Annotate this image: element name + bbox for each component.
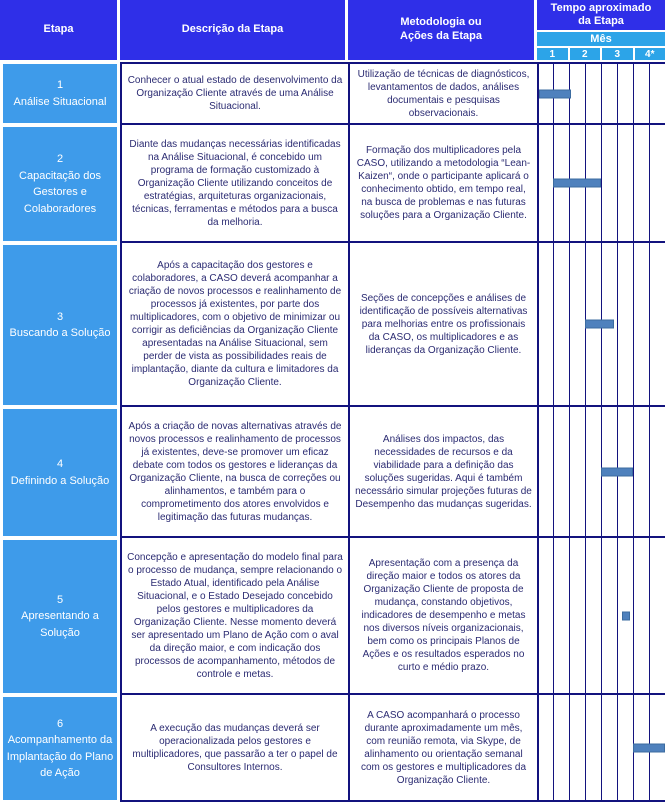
table-row-5 bbox=[0, 538, 665, 695]
methodology-cell: A CASO acompanhará o processo durante aproximadamente um mês, com reunião remota, via Skype, de alinhamento ou orientação semanal com os gestores e multiplicadores da Organização Cliente. bbox=[348, 695, 537, 802]
month-cell-2: 2 bbox=[570, 48, 601, 60]
stage-cell bbox=[3, 64, 117, 123]
gantt-timeline-cell bbox=[537, 125, 665, 243]
header-cell-etapa: Etapa bbox=[0, 0, 117, 60]
gantt-timeline-cell bbox=[537, 695, 665, 802]
stage-name: Apresentando a Solução bbox=[21, 610, 99, 639]
gantt-bar bbox=[633, 743, 665, 752]
description-cell: Conhecer o atual estado de desenvolvimento da Organização Cliente através de uma Análise Situacional. bbox=[120, 62, 348, 125]
table-row-4 bbox=[0, 407, 665, 538]
description-cell: Diante das mudanças necessárias identificadas na Análise Situacional, é concebido um programa de formação customizado à Organização Cliente utilizando conceitos de estratégias, arquiteturas organizacionais, técnicas, ferramentas e métodos para a busca da melhoria. bbox=[120, 125, 348, 243]
gantt-timeline-cell bbox=[537, 243, 665, 407]
description-cell: Concepção e apresentação do modelo final para o processo de mudança, sempre relacionando o Estado Atual, identificado pela Análise Situacional, e o Estado Desejado concebido pelos gestores e multiplicadores da Organização Cliente. Nesse momento deverá ser apresentado um Plano de Ação com o aval da direção maior, e com indicação dos processos de acompanhamento, métodos de controle e metas. bbox=[120, 538, 348, 695]
methodology-cell: Formação dos multiplicadores pela CASO, utilizando a metodologia “Lean-Kaizen“, onde o participante aplicará o conhecimento obtido, em tempo real, na busca de problemas e nas futuras soluções para a Organização Cliente. bbox=[348, 125, 537, 243]
stage-cell bbox=[3, 697, 117, 800]
stage-number: 3 bbox=[56, 310, 64, 323]
header-cell-metodologia bbox=[348, 0, 534, 60]
stage-cell bbox=[3, 245, 117, 405]
gantt-bar bbox=[622, 611, 630, 620]
gantt-bar bbox=[585, 320, 614, 329]
tempo-title-line1: Tempo aproximado bbox=[550, 1, 652, 14]
stage-cell bbox=[3, 540, 117, 693]
tempo-title bbox=[537, 0, 665, 30]
mes-band: Mês bbox=[537, 32, 665, 46]
stage-number: 5 bbox=[56, 593, 64, 606]
methodology-cell: Apresentação com a presença da direção maior e todos os atores da Organização Cliente de proposta de mudança, constando objetivos, indicadores de desempenho e metas nos diversos níveis organizacionais, bem como os principais Planos de Ações e os resultados esperados no curto e médio prazo. bbox=[348, 538, 537, 695]
month-cell-1: 1 bbox=[537, 48, 568, 60]
table-row-1 bbox=[0, 62, 665, 125]
stage-number: 2 bbox=[56, 153, 64, 165]
stage-number: 1 bbox=[56, 79, 64, 91]
stage-name: Acompanhamento da Implantação do Plano de Ação bbox=[6, 734, 114, 779]
gantt-timeline-cell bbox=[537, 538, 665, 695]
table-row-6 bbox=[0, 695, 665, 802]
header-metodologia-line2: Ações da Etapa bbox=[400, 30, 482, 42]
gantt-bar bbox=[539, 89, 571, 98]
tempo-title-line2: da Etapa bbox=[578, 15, 624, 27]
stage-name: Definindo a Solução bbox=[10, 474, 110, 487]
header-metodologia-line1: Metodologia ou bbox=[400, 16, 482, 29]
table-body bbox=[0, 62, 665, 802]
methodology-cell: Seções de concepções e análises de identificação de possíveis alternativas para melhorias entre os profissionais da CASO, os multiplicadores e as lideranças da Organização Cliente. bbox=[348, 243, 537, 407]
header-cell-descricao: Descrição da Etapa bbox=[120, 0, 345, 60]
stage-name: Análise Situacional bbox=[13, 95, 107, 108]
stage-cell bbox=[3, 409, 117, 536]
stage-name: Capacitação dos Gestores e Colaboradores bbox=[19, 169, 101, 215]
header-cell-tempo bbox=[537, 0, 665, 60]
description-cell: Após a criação de novas alternativas através de novos processos e realinhamento de processos já existentes, deve-se promover um eficaz debate com todos os gestores e lideranças da Organização Cliente, na busca de correções ou alinhamentos, e também para o comprometimento dos atores envolvidos e legitimação das futuras mudanças. bbox=[120, 407, 348, 538]
stage-name: Buscando a Solução bbox=[9, 327, 111, 339]
stage-number: 6 bbox=[56, 717, 64, 730]
table-row-2 bbox=[0, 125, 665, 243]
gantt-bar bbox=[601, 467, 633, 476]
table-header-row bbox=[0, 0, 665, 60]
stage-cell bbox=[3, 127, 117, 241]
month-cell-4: 4* bbox=[635, 48, 665, 60]
description-cell: A execução das mudanças deverá ser operacionalizada pelos gestores e multiplicadores, que passarão a ter o papel de Consultores Internos. bbox=[120, 695, 348, 802]
month-numbers-row bbox=[537, 48, 665, 60]
gantt-timeline-cell bbox=[537, 62, 665, 125]
gantt-timeline-cell bbox=[537, 407, 665, 538]
gantt-bar bbox=[553, 179, 601, 188]
description-cell: Após a capacitação dos gestores e colaboradores, a CASO deverá acompanhar a criação de novos processos e realinhamento de processos já existentes, por parte dos multiplicadores, com o objetivo de minimizar ou corrigir as deficiências da Organização Cliente apresentadas na Análise Situacional, sem perder de vista as possibilidades reais de implantação, diante da cultura e limitadores da Organização Cliente. bbox=[120, 243, 348, 407]
methodology-cell: Análises dos impactos, das necessidades de recursos e da viabilidade para a definição das soluções sugeridas. Aqui é também necessário simular projeções futuras de Desempenho das mudanças sugeridas. bbox=[348, 407, 537, 538]
methodology-cell: Utilização de técnicas de diagnósticos, levantamentos de dados, análises documentais e pesquisas observacionais. bbox=[348, 62, 537, 125]
table-row-3 bbox=[0, 243, 665, 407]
stage-number: 4 bbox=[56, 458, 64, 470]
month-cell-3: 3 bbox=[602, 48, 633, 60]
